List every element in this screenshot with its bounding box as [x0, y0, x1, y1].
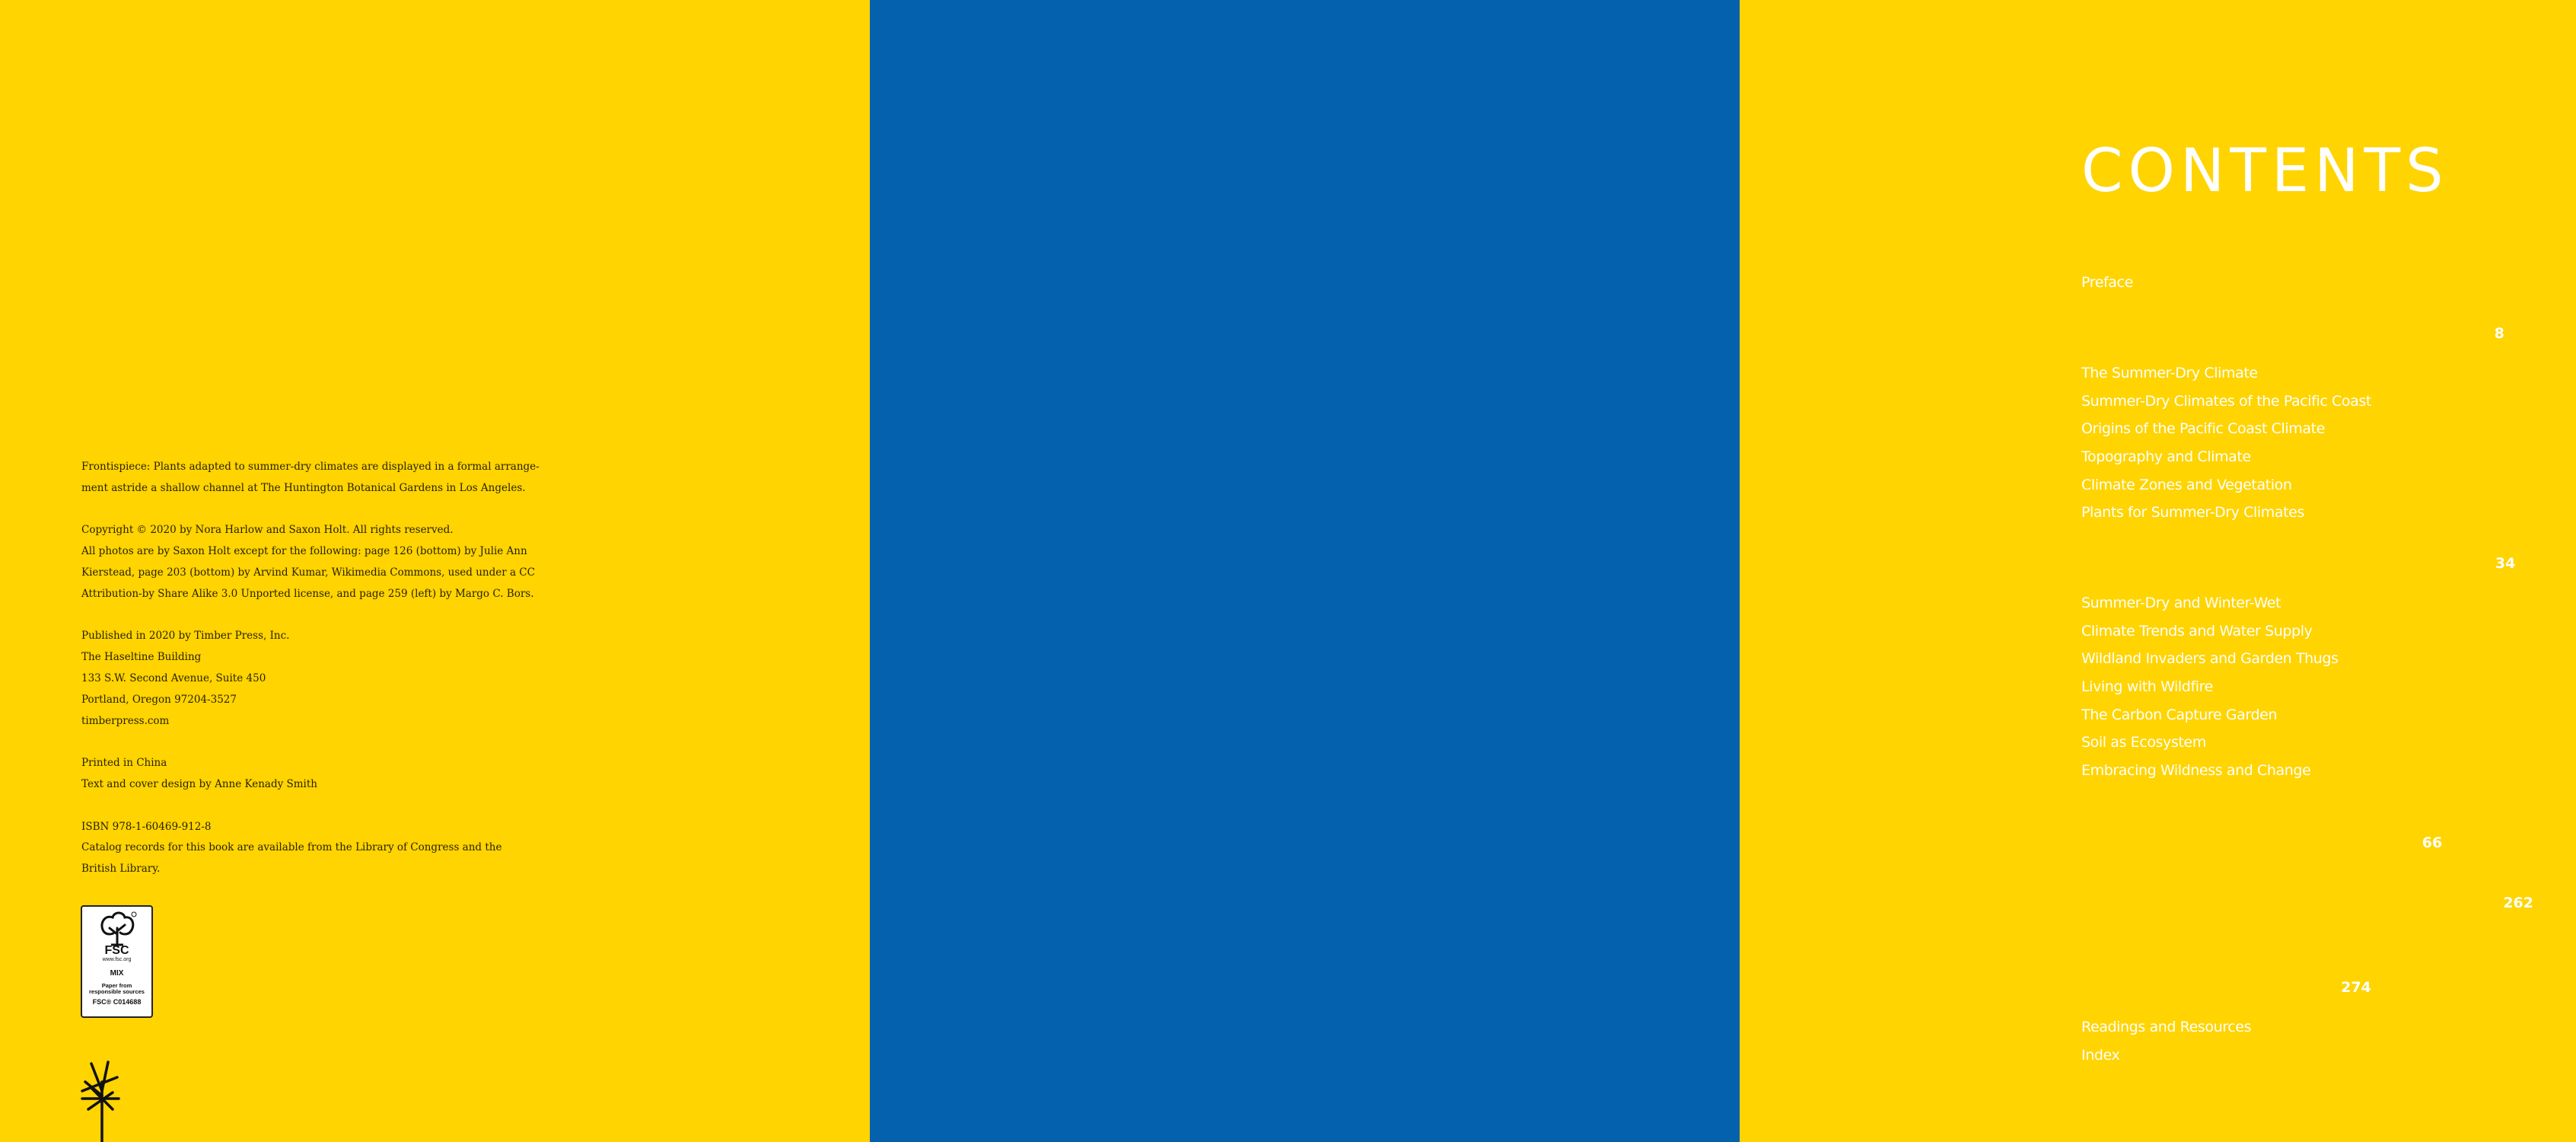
isbn-info: ISBN 978-1-60469-912-8 Catalog records for this book are available from the Library of Congress and the British Library. [81, 820, 502, 876]
contents-title: CONTENTS [2081, 137, 2449, 206]
fsc-source: Paper from responsible sources [89, 982, 145, 995]
toc-entry[interactable]: Climate Zones and Vegetation 27 [2081, 477, 2314, 493]
toc-entry[interactable]: Summer-Dry and Winter-Wet 39 [2081, 595, 2303, 611]
fsc-url: www.fsc.org [102, 957, 132, 962]
toc-part-what-plant-where[interactable]: WHAT PLANT WHERE: A GUIDE TO PLANT SELECTION 274 [2081, 950, 2557, 997]
toc-part-design[interactable]: SOME THOUGHTS ON DESIGN 34 [2081, 547, 2516, 573]
copyright-notice: Copyright © 2020 by Nora Harlow and Saxon Holt. All rights reserved. All photos are by Saxon Holt except for the following: page 126 (bottom) by Julie Ann Kierstead, page 203 (bottom) by Arvind Kumar, Wikimedia Commons, used under a CC Attribution-by Share Alike 3.0 Unported license, and page 259 (left) by Margo C. Bors. [81, 524, 535, 600]
toc-part-gardening[interactable]: GARDENING WHERE YOU ARE 8 [2081, 317, 2504, 343]
toc-entry-preface[interactable]: Preface 6 [2081, 274, 2145, 291]
toc-entry[interactable]: Summer-Dry Climates of the Pacific Coast 17 [2081, 393, 2393, 410]
left-page [0, 0, 870, 1142]
right-page [870, 0, 2557, 1142]
toc-entry-readings[interactable]: Readings and Resources 286 [2081, 1019, 2283, 1035]
toc-part-compendium[interactable]: A COMPENDIUM OF PLANTS FOR SUMMER-DRY CLIMATES 66 [2081, 805, 2536, 853]
toc-entry[interactable]: Wildland Invaders and Garden Thugs 49 [2081, 650, 2361, 667]
publisher-tree-logo [79, 1061, 122, 1142]
toc-part-special-places[interactable]: PLANTS FOR SPECIAL PLACES 262 [2081, 887, 2533, 913]
toc-entry[interactable]: Living with Wildfire 53 [2081, 678, 2235, 695]
frontispiece-credit: Frontispiece: Plants adapted to summer-dry climates are displayed in a formal arrange- ment astride a shallow channel at The Huntington Botanical Gardens in Los Angeles. [81, 461, 540, 494]
copyright-block [81, 457, 553, 901]
fsc-code: FSC® C014688 [92, 998, 142, 1006]
toc-entry[interactable]: Origins of the Pacific Coast Climate 21 [2081, 420, 2347, 437]
toc-entry-index[interactable]: Index 289 [2081, 1047, 2151, 1064]
toc-entry[interactable]: Plants for Summer-Dry Climates 30 [2081, 504, 2326, 521]
fsc-name: FSC [104, 944, 129, 957]
publisher-info: Published in 2020 by Timber Press, Inc. The Haseltine Building 133 S.W. Second Avenue, Suite 450 Portland, Oregon 97204-3527 timberpress.com [81, 630, 290, 727]
toc-entry[interactable]: Climate Trends and Water Supply 40 [2081, 623, 2335, 640]
toc-entry[interactable]: Topography and Climate 23 [2081, 448, 2273, 465]
toc-entry[interactable]: Soil as Ecosystem 60 [2081, 734, 2228, 751]
toc-entry[interactable]: The Summer-Dry Climate 15 [2081, 365, 2280, 381]
toc-entry[interactable]: The Carbon Capture Garden 57 [2081, 707, 2299, 723]
fsc-tree-icon [97, 911, 137, 946]
printing-info: Printed in China Text and cover design by Anne Kenady Smith [81, 757, 317, 790]
fsc-label [81, 905, 153, 1018]
fsc-mix: MIX [110, 969, 124, 978]
toc-entry[interactable]: Embracing Wildness and Change 63 [2081, 762, 2333, 779]
